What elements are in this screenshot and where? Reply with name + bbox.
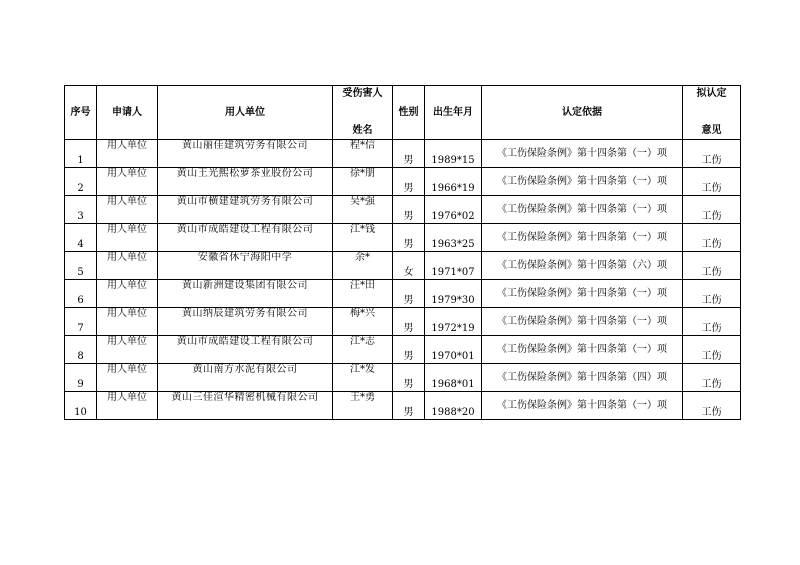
gender-cell: 女 xyxy=(393,252,425,280)
applicant-cell: 用人单位 xyxy=(97,252,158,280)
birth-date-cell: 1976*02 xyxy=(425,196,482,224)
opinion-cell: 工伤 xyxy=(683,336,741,364)
basis-cell: 《工伤保险条例》第十四条第（六）项 xyxy=(482,252,683,280)
injured-name-cell: 江*钱 xyxy=(333,224,393,252)
birth-date-cell: 1971*07 xyxy=(425,252,482,280)
basis-cell: 《工伤保险条例》第十四条第（一）项 xyxy=(482,140,683,168)
opinion-cell: 工伤 xyxy=(683,196,741,224)
row-index: 8 xyxy=(65,336,97,364)
applicant-cell: 用人单位 xyxy=(97,308,158,336)
birth-date-cell: 1970*01 xyxy=(425,336,482,364)
row-index: 9 xyxy=(65,364,97,392)
header-basis: 认定依据 xyxy=(482,86,683,140)
gender-cell: 男 xyxy=(393,196,425,224)
table-body xyxy=(65,140,741,420)
birth-date-cell: 1972*19 xyxy=(425,308,482,336)
table-row xyxy=(65,280,741,308)
table-row xyxy=(65,252,741,280)
employer-cell: 黄山市成皓建设工程有限公司 xyxy=(158,336,333,364)
header-injured-line1: 受伤害人 xyxy=(342,88,383,99)
applicant-cell: 用人单位 xyxy=(97,224,158,252)
row-index: 1 xyxy=(65,140,97,168)
gender-cell: 男 xyxy=(393,224,425,252)
table-row xyxy=(65,392,741,420)
opinion-cell: 工伤 xyxy=(683,168,741,196)
employer-cell: 黄山三佳渲华精密机械有限公司 xyxy=(158,392,333,420)
gender-cell: 男 xyxy=(393,364,425,392)
employer-cell: 安徽省休宁海阳中学 xyxy=(158,252,333,280)
opinion-cell: 工伤 xyxy=(683,252,741,280)
gender-cell: 男 xyxy=(393,168,425,196)
header-injured-person xyxy=(333,86,393,140)
employer-cell: 黄山新洲建设集团有限公司 xyxy=(158,280,333,308)
applicant-cell: 用人单位 xyxy=(97,196,158,224)
birth-date-cell: 1989*15 xyxy=(425,140,482,168)
birth-date-cell: 1988*20 xyxy=(425,392,482,420)
row-index: 7 xyxy=(65,308,97,336)
opinion-cell: 工伤 xyxy=(683,364,741,392)
injured-name-cell: 江*发 xyxy=(333,364,393,392)
header-applicant: 申请人 xyxy=(97,86,158,140)
injury-determination-table xyxy=(64,85,741,420)
table-row xyxy=(65,224,741,252)
header-opinion xyxy=(683,86,741,140)
header-birth: 出生年月 xyxy=(425,86,482,140)
header-opinion-line1: 拟认定 xyxy=(696,88,727,99)
applicant-cell: 用人单位 xyxy=(97,280,158,308)
row-index: 3 xyxy=(65,196,97,224)
row-index: 5 xyxy=(65,252,97,280)
basis-cell: 《工伤保险条例》第十四条第（一）项 xyxy=(482,196,683,224)
basis-cell: 《工伤保险条例》第十四条第（一）项 xyxy=(482,224,683,252)
header-index: 序号 xyxy=(65,86,97,140)
basis-cell: 《工伤保险条例》第十四条第（一）项 xyxy=(482,392,683,420)
header-gender: 性别 xyxy=(393,86,425,140)
employer-cell: 黄山市横建建筑劳务有限公司 xyxy=(158,196,333,224)
injured-name-cell: 王*勇 xyxy=(333,392,393,420)
birth-date-cell: 1979*30 xyxy=(425,280,482,308)
injured-name-cell: 汪*田 xyxy=(333,280,393,308)
header-row xyxy=(65,86,741,140)
basis-cell: 《工伤保险条例》第十四条第（一）项 xyxy=(482,280,683,308)
employer-cell: 黄山丽佳建筑劳务有限公司 xyxy=(158,140,333,168)
injured-name-cell: 吴*强 xyxy=(333,196,393,224)
injured-name-cell: 徐*朋 xyxy=(333,168,393,196)
gender-cell: 男 xyxy=(393,308,425,336)
basis-cell: 《工伤保险条例》第十四条第（一）项 xyxy=(482,168,683,196)
applicant-cell: 用人单位 xyxy=(97,168,158,196)
header-injured-line2: 姓名 xyxy=(352,125,373,136)
applicant-cell: 用人单位 xyxy=(97,392,158,420)
opinion-cell: 工伤 xyxy=(683,140,741,168)
birth-date-cell: 1968*01 xyxy=(425,364,482,392)
gender-cell: 男 xyxy=(393,140,425,168)
basis-cell: 《工伤保险条例》第十四条第（一）项 xyxy=(482,308,683,336)
opinion-cell: 工伤 xyxy=(683,280,741,308)
row-index: 2 xyxy=(65,168,97,196)
row-index: 6 xyxy=(65,280,97,308)
header-employer: 用人单位 xyxy=(158,86,333,140)
gender-cell: 男 xyxy=(393,336,425,364)
employer-cell: 黄山王光熙松萝茶业股份公司 xyxy=(158,168,333,196)
birth-date-cell: 1963*25 xyxy=(425,224,482,252)
gender-cell: 男 xyxy=(393,392,425,420)
gender-cell: 男 xyxy=(393,280,425,308)
table-row xyxy=(65,336,741,364)
injured-name-cell: 程*信 xyxy=(333,140,393,168)
injured-name-cell: 江*志 xyxy=(333,336,393,364)
table-row xyxy=(65,196,741,224)
birth-date-cell: 1966*19 xyxy=(425,168,482,196)
opinion-cell: 工伤 xyxy=(683,224,741,252)
injured-name-cell: 梅*兴 xyxy=(333,308,393,336)
applicant-cell: 用人单位 xyxy=(97,364,158,392)
injured-name-cell: 余* xyxy=(333,252,393,280)
employer-cell: 黄山南方水泥有限公司 xyxy=(158,364,333,392)
basis-cell: 《工伤保险条例》第十四条第（四）项 xyxy=(482,364,683,392)
row-index: 10 xyxy=(65,392,97,420)
applicant-cell: 用人单位 xyxy=(97,140,158,168)
opinion-cell: 工伤 xyxy=(683,308,741,336)
row-index: 4 xyxy=(65,224,97,252)
table-row xyxy=(65,140,741,168)
header-opinion-line2: 意见 xyxy=(701,125,722,136)
opinion-cell: 工伤 xyxy=(683,392,741,420)
table-row xyxy=(65,168,741,196)
basis-cell: 《工伤保险条例》第十四条第（一）项 xyxy=(482,336,683,364)
table-row xyxy=(65,364,741,392)
employer-cell: 黄山市成皓建设工程有限公司 xyxy=(158,224,333,252)
applicant-cell: 用人单位 xyxy=(97,336,158,364)
table-row xyxy=(65,308,741,336)
employer-cell: 黄山纳辰建筑劳务有限公司 xyxy=(158,308,333,336)
